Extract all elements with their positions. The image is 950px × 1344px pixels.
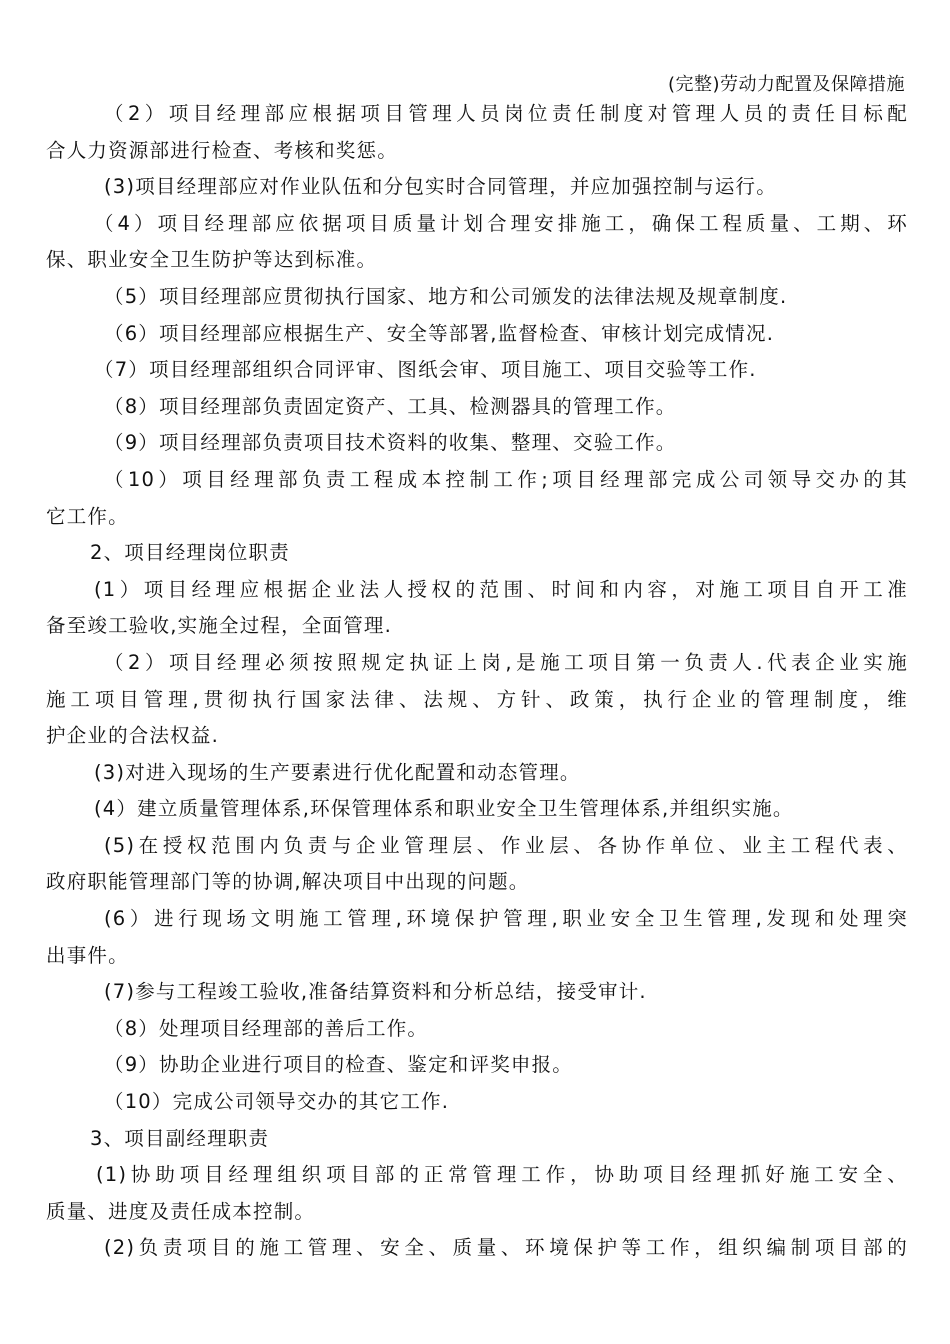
paragraph-line: （9）项目经理部负责项目技术资料的收集、整理、交验工作。: [104, 431, 677, 455]
paragraph-line: （10）项目经理部负责工程成本控制工作;项目经理部完成公司领导交办的其: [104, 467, 908, 491]
paragraph-line: 出事件。: [46, 943, 129, 967]
paragraph-line: (3)对进入现场的生产要素进行优化配置和动态管理。: [94, 760, 581, 784]
paragraph-line: （2）项目经理必须按照规定执证上岗,是施工项目第一负责人.代表企业实施: [104, 650, 908, 674]
paragraph-line: (1）项目经理应根据企业法人授权的范围、时间和内容，对施工项目自开工准: [94, 577, 908, 601]
paragraph-line: 保、职业安全卫生防护等达到标准。: [46, 248, 378, 272]
paragraph-line: (5)在授权范围内负责与企业管理层、作业层、各协作单位、业主工程代表、: [104, 833, 908, 857]
document-body: [46, 96, 908, 1267]
paragraph-line: （10）完成公司领导交办的其它工作.: [104, 1090, 450, 1114]
paragraph-line: (6）进行现场文明施工管理,环境保护管理,职业安全卫生管理,发现和处理突: [104, 907, 908, 931]
paragraph-line: （9）协助企业进行项目的检查、鉴定和评奖申报。: [104, 1053, 574, 1077]
paragraph-line: （4）项目经理部应依据项目质量计划合理安排施工，确保工程质量、工期、环: [94, 211, 908, 235]
paragraph-line: 备至竣工验收,实施全过程，全面管理.: [46, 614, 392, 638]
paragraph-line: 护企业的合法权益.: [46, 724, 219, 748]
paragraph-line: （6）项目经理部应根据生产、安全等部署,监督检查、审核计划完成情况.: [104, 321, 775, 345]
paragraph-line: （8）项目经理部负责固定资产、工具、检测器具的管理工作。: [104, 394, 677, 418]
paragraph-line: （5）项目经理部应贯彻执行国家、地方和公司颁发的法律法规及规章制度.: [104, 284, 788, 308]
paragraph-line: （7）项目经理部组织合同评审、图纸会审、项目施工、项目交验等工作.: [94, 358, 757, 382]
document-header-title: (完整)劳动力配置及保障措施: [667, 74, 905, 95]
paragraph-line: (1)协助项目经理组织项目部的正常管理工作，协助项目经理抓好施工安全、: [96, 1163, 908, 1187]
paragraph-line: 合人力资源部进行检查、考核和奖惩。: [46, 138, 398, 162]
paragraph-line: 质量、进度及责任成本控制。: [46, 1199, 316, 1223]
section-heading: 3、项目副经理职责: [90, 1126, 270, 1150]
paragraph-line: （8）处理项目经理部的善后工作。: [104, 1016, 429, 1040]
paragraph-line: 它工作。: [46, 504, 129, 528]
paragraph-line: 政府职能管理部门等的协调,解决项目中出现的问题。: [46, 870, 530, 894]
section-heading: 2、项目经理岗位职责: [90, 541, 290, 565]
paragraph-line: (7)参与工程竣工验收,准备结算资料和分析总结，接受审计.: [104, 980, 647, 1004]
paragraph-line: （2）项目经理部应根据项目管理人员岗位责任制度对管理人员的责任目标配: [104, 102, 908, 125]
paragraph-line: (2)负责项目的施工管理、安全、质量、环境保护等工作，组织编制项目部的: [104, 1236, 908, 1260]
paragraph-line: (3)项目经理部应对作业队伍和分包实时合同管理，并应加强控制与运行。: [104, 175, 777, 199]
paragraph-line: 施工项目管理,贯彻执行国家法律、法规、方针、政策，执行企业的管理制度，维: [46, 687, 908, 711]
paragraph-line: (4）建立质量管理体系,环保管理体系和职业安全卫生管理体系,并组织实施。: [94, 797, 794, 821]
